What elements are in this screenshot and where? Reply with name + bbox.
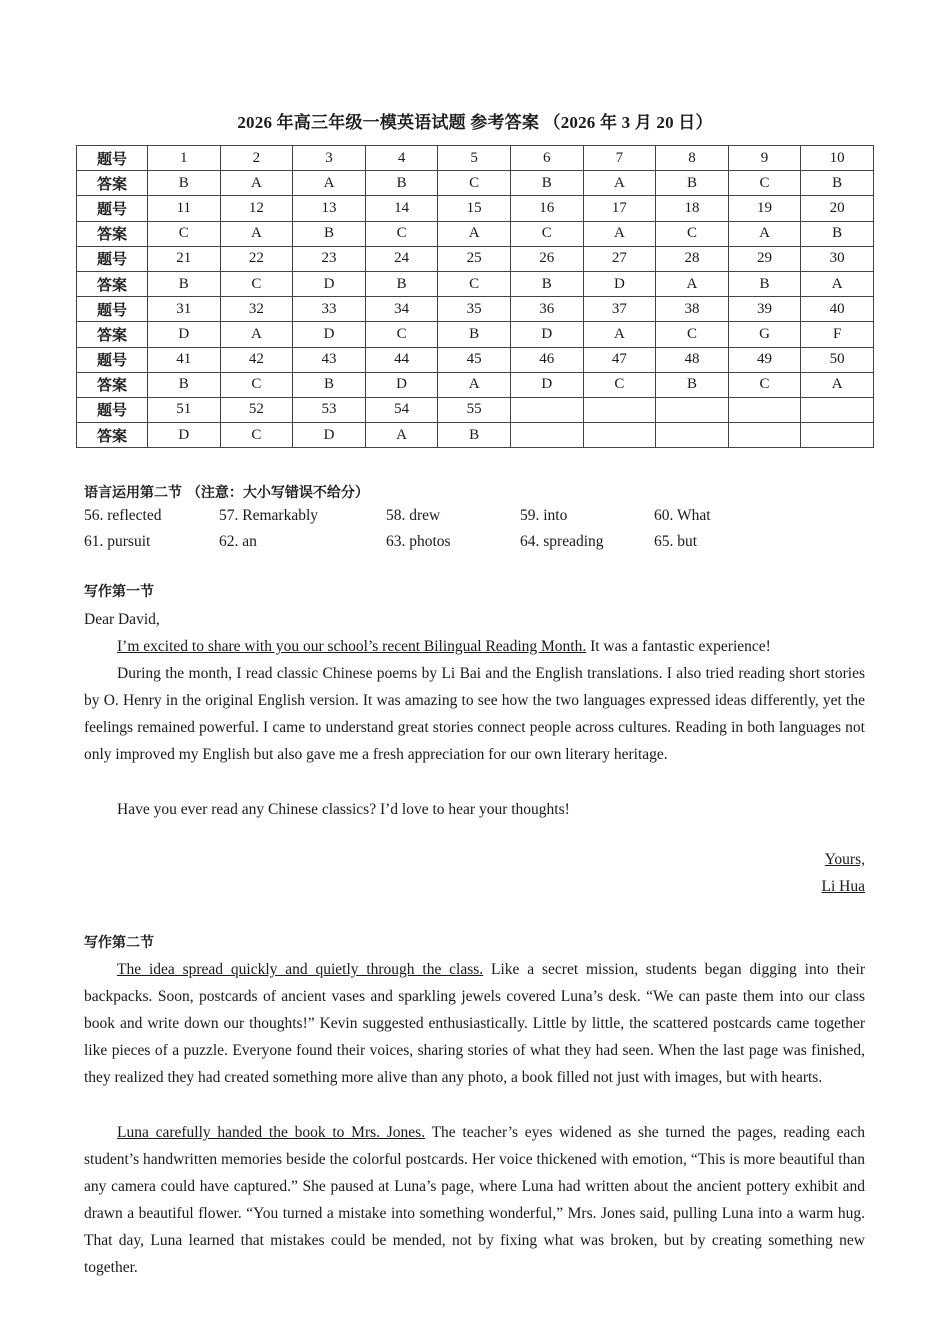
- question-number-cell: 43: [293, 347, 366, 372]
- fill-answer: 60. What: [654, 507, 711, 524]
- question-number-cell: 47: [583, 347, 656, 372]
- answer-cell: A: [728, 221, 801, 246]
- question-number-cell: [728, 397, 801, 422]
- question-number-cell: 20: [801, 196, 874, 221]
- letter-paragraph-2: During the month, I read classic Chinese poems by Li Bai and the English translations. I also tried reading short stories by O. Henry in the original English version. It was amazing to see how the two languages expressed ideas differently, yet the feelings remained powerful. I came to understand great stories connect people across cultures. Reading in both languages not only improved my English but also gave me a fresh appreciation for our own literary heritage.: [84, 665, 865, 764]
- answer-cell: C: [728, 372, 801, 397]
- question-number-cell: 14: [365, 196, 438, 221]
- answer-cell: [801, 423, 874, 448]
- fill-answer: 56. reflected: [84, 507, 162, 524]
- answer-cell: A: [293, 171, 366, 196]
- question-number-cell: 44: [365, 347, 438, 372]
- question-number-cell: 7: [583, 146, 656, 171]
- fill-answer: 63. photos: [386, 533, 451, 550]
- answer-row: [77, 322, 874, 347]
- answer-cell: A: [583, 322, 656, 347]
- answer-cell: C: [510, 221, 583, 246]
- question-number-cell: 48: [656, 347, 729, 372]
- answer-row: [77, 221, 874, 246]
- row-label: 答案: [77, 322, 148, 347]
- answer-row: [77, 171, 874, 196]
- question-number-cell: 13: [293, 196, 366, 221]
- answer-cell: D: [293, 322, 366, 347]
- fill-answer: 64. spreading: [520, 533, 604, 550]
- underlined-opening-sentence: Luna carefully handed the book to Mrs. Jones.: [117, 1124, 426, 1141]
- question-number-cell: 54: [365, 397, 438, 422]
- answer-cell: C: [365, 221, 438, 246]
- answer-cell: [583, 423, 656, 448]
- question-number-cell: 8: [656, 146, 729, 171]
- question-number-cell: 21: [148, 246, 221, 271]
- question-number-row: [77, 397, 874, 422]
- question-number-cell: 9: [728, 146, 801, 171]
- question-number-cell: [801, 397, 874, 422]
- question-number-cell: 23: [293, 246, 366, 271]
- question-number-row: [77, 297, 874, 322]
- row-label: 题号: [77, 146, 148, 171]
- fill-answer: 57. Remarkably: [219, 507, 319, 524]
- question-number-cell: 16: [510, 196, 583, 221]
- question-number-row: [77, 246, 874, 271]
- fill-answer: 59. into: [520, 507, 568, 524]
- question-number-cell: 5: [438, 146, 511, 171]
- row-label: 题号: [77, 196, 148, 221]
- answer-cell: A: [801, 271, 874, 296]
- answer-cell: B: [438, 423, 511, 448]
- letter-paragraph-1: I’m excited to share with you our school’s recent Bilingual Reading Month. It was a fantastic experience!: [117, 638, 771, 655]
- answer-cell: D: [293, 271, 366, 296]
- question-number-cell: [583, 397, 656, 422]
- question-number-cell: 11: [148, 196, 221, 221]
- fill-answer: 62. an: [219, 533, 257, 550]
- question-number-cell: 42: [220, 347, 293, 372]
- question-number-cell: 45: [438, 347, 511, 372]
- question-number-cell: 49: [728, 347, 801, 372]
- signature: Li Hua: [821, 878, 865, 895]
- answer-cell: B: [148, 372, 221, 397]
- answer-cell: A: [583, 171, 656, 196]
- question-number-cell: 29: [728, 246, 801, 271]
- answer-cell: G: [728, 322, 801, 347]
- answer-cell: C: [220, 372, 293, 397]
- question-number-cell: 35: [438, 297, 511, 322]
- answer-cell: A: [438, 372, 511, 397]
- answer-cell: B: [656, 372, 729, 397]
- underlined-opening-sentence: The idea spread quickly and quietly through the class.: [117, 961, 484, 978]
- question-number-cell: 31: [148, 297, 221, 322]
- underlined-opening-sentence: I’m excited to share with you our school’s recent Bilingual Reading Month.: [117, 638, 587, 655]
- question-number-row: [77, 196, 874, 221]
- answer-cell: [656, 423, 729, 448]
- answer-cell: [728, 423, 801, 448]
- question-number-row: [77, 146, 874, 171]
- row-label: 题号: [77, 347, 148, 372]
- answer-key-table: [76, 145, 874, 448]
- fill-answer: 58. drew: [386, 507, 441, 524]
- story-paragraph-2: Luna carefully handed the book to Mrs. Jones. The teacher’s eyes widened as she turned the pages, reading each student’s handwritten memories beside the colorful postcards. Her voice thickened with emotion, “This is more beautiful than any camera could have captured.” She paused at Luna’s page, where Luna had written about the ancient pottery exhibit and drawn a beautiful flower. “You turned a mistake into something wonderful,” Mrs. Jones said, pulling Luna into a warm hug. That day, Luna learned that mistakes could be mended, not by fixing what was broken, but by creating something new together.: [84, 1124, 865, 1277]
- answer-cell: B: [293, 221, 366, 246]
- answer-cell: D: [148, 322, 221, 347]
- question-number-cell: [510, 397, 583, 422]
- row-label: 题号: [77, 397, 148, 422]
- question-number-cell: 27: [583, 246, 656, 271]
- letter-paragraph-3: Have you ever read any Chinese classics? I’d love to hear your thoughts!: [117, 801, 570, 818]
- question-number-cell: 18: [656, 196, 729, 221]
- question-number-cell: 40: [801, 297, 874, 322]
- answer-cell: C: [220, 271, 293, 296]
- closing: Yours,: [824, 851, 865, 868]
- answer-cell: A: [220, 322, 293, 347]
- answer-cell: [510, 423, 583, 448]
- row-label: 答案: [77, 271, 148, 296]
- answer-cell: A: [656, 271, 729, 296]
- answer-cell: B: [148, 271, 221, 296]
- question-number-cell: 10: [801, 146, 874, 171]
- question-number-cell: 55: [438, 397, 511, 422]
- answer-cell: C: [438, 171, 511, 196]
- answer-cell: B: [365, 271, 438, 296]
- answer-cell: C: [220, 423, 293, 448]
- question-number-cell: 52: [220, 397, 293, 422]
- answer-cell: D: [293, 423, 366, 448]
- answer-cell: A: [220, 171, 293, 196]
- question-number-cell: [656, 397, 729, 422]
- answer-cell: C: [583, 372, 656, 397]
- answer-cell: D: [148, 423, 221, 448]
- answer-cell: A: [220, 221, 293, 246]
- answer-cell: D: [583, 271, 656, 296]
- story-paragraph-1: The idea spread quickly and quietly through the class. Like a secret mission, students began digging into their backpacks. Soon, postcards of ancient vases and sparkling jewels covered Luna’s desk. “We can paste them into our class book and write down our thoughts!” Kevin suggested enthusiastically. Little by little, the scattered postcards came together like pieces of a puzzle. Everyone found their voices, sharing stories of what they had seen. When the last page was finished, they realized they had created something more alive than any photo, a book filled not just with images, but with hearts.: [84, 961, 865, 1087]
- question-number-cell: 26: [510, 246, 583, 271]
- answer-cell: C: [656, 221, 729, 246]
- salutation: Dear David,: [84, 611, 160, 628]
- question-number-cell: 30: [801, 246, 874, 271]
- answer-cell: B: [801, 171, 874, 196]
- page-title: 2026 年高三年级一模英语试题 参考答案 （2026 年 3 月 20 日）: [237, 113, 713, 132]
- question-number-cell: 36: [510, 297, 583, 322]
- answer-cell: A: [583, 221, 656, 246]
- question-number-cell: 50: [801, 347, 874, 372]
- question-number-cell: 41: [148, 347, 221, 372]
- answer-cell: C: [148, 221, 221, 246]
- question-number-cell: 2: [220, 146, 293, 171]
- row-label: 答案: [77, 221, 148, 246]
- answer-row: [77, 423, 874, 448]
- question-number-cell: 34: [365, 297, 438, 322]
- answer-cell: C: [656, 322, 729, 347]
- row-label: 答案: [77, 423, 148, 448]
- question-number-cell: 25: [438, 246, 511, 271]
- answer-cell: B: [365, 171, 438, 196]
- question-number-cell: 15: [438, 196, 511, 221]
- question-number-cell: 17: [583, 196, 656, 221]
- language-use-heading: 语言运用第二节 （注意：大小写错误不给分）: [84, 485, 369, 501]
- answer-cell: D: [510, 322, 583, 347]
- answer-cell: C: [728, 171, 801, 196]
- question-number-row: [77, 347, 874, 372]
- answer-cell: C: [365, 322, 438, 347]
- question-number-cell: 33: [293, 297, 366, 322]
- question-number-cell: 53: [293, 397, 366, 422]
- answer-cell: B: [510, 171, 583, 196]
- fill-answer: 65. but: [654, 533, 698, 550]
- writing-2-heading: 写作第二节: [84, 935, 154, 951]
- question-number-cell: 38: [656, 297, 729, 322]
- question-number-cell: 28: [656, 246, 729, 271]
- question-number-cell: 6: [510, 146, 583, 171]
- writing-1-heading: 写作第一节: [84, 584, 154, 600]
- row-label: 答案: [77, 171, 148, 196]
- answer-cell: B: [438, 322, 511, 347]
- answer-cell: D: [510, 372, 583, 397]
- answer-cell: A: [365, 423, 438, 448]
- answer-row: [77, 372, 874, 397]
- question-number-cell: 32: [220, 297, 293, 322]
- answer-row: [77, 271, 874, 296]
- answer-cell: B: [293, 372, 366, 397]
- question-number-cell: 3: [293, 146, 366, 171]
- fill-answer: 61. pursuit: [84, 533, 151, 550]
- answer-cell: D: [365, 372, 438, 397]
- answer-cell: B: [510, 271, 583, 296]
- row-label: 题号: [77, 297, 148, 322]
- question-number-cell: 4: [365, 146, 438, 171]
- question-number-cell: 1: [148, 146, 221, 171]
- question-number-cell: 46: [510, 347, 583, 372]
- answer-cell: B: [148, 171, 221, 196]
- answer-cell: B: [656, 171, 729, 196]
- answer-cell: A: [801, 372, 874, 397]
- answer-cell: B: [801, 221, 874, 246]
- answer-cell: B: [728, 271, 801, 296]
- question-number-cell: 22: [220, 246, 293, 271]
- question-number-cell: 19: [728, 196, 801, 221]
- question-number-cell: 12: [220, 196, 293, 221]
- question-number-cell: 51: [148, 397, 221, 422]
- question-number-cell: 37: [583, 297, 656, 322]
- question-number-cell: 39: [728, 297, 801, 322]
- row-label: 题号: [77, 246, 148, 271]
- row-label: 答案: [77, 372, 148, 397]
- answer-cell: F: [801, 322, 874, 347]
- answer-cell: C: [438, 271, 511, 296]
- question-number-cell: 24: [365, 246, 438, 271]
- answer-cell: A: [438, 221, 511, 246]
